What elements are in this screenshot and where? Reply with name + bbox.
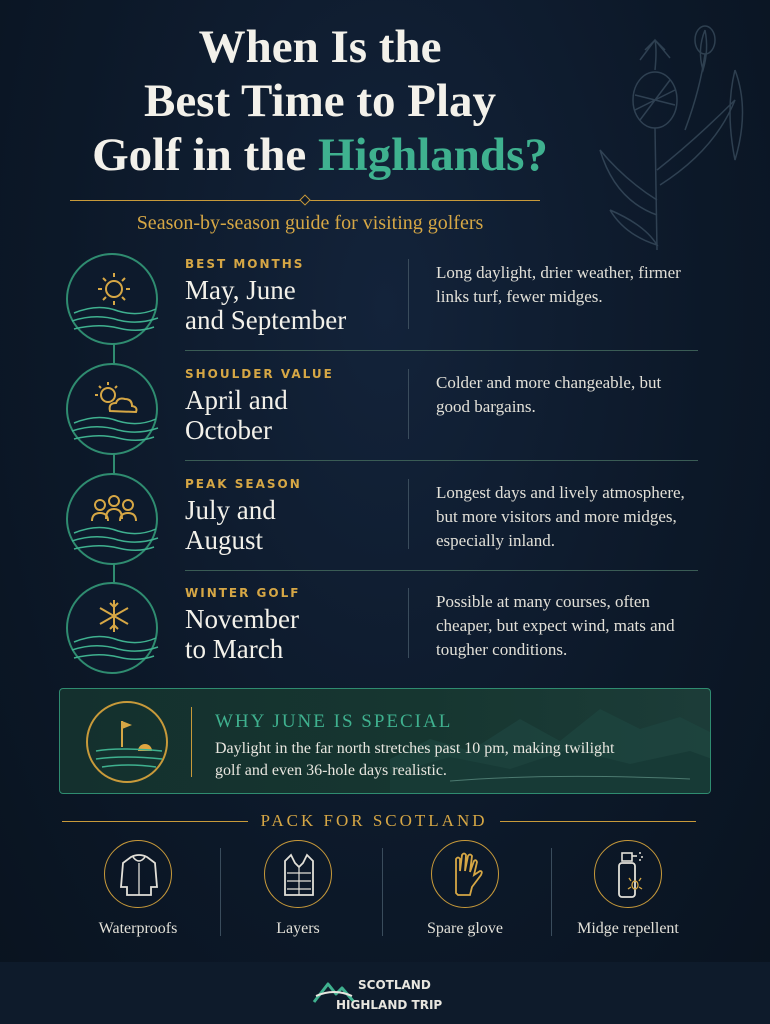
june-divider: [191, 707, 192, 777]
season-divider: [408, 479, 409, 549]
season-row-winter-golf: [66, 582, 698, 690]
title-accent-word: Highlands?: [317, 129, 548, 181]
season-months-line-1: April and: [185, 385, 288, 415]
pack-item-label: Spare glove: [427, 920, 503, 937]
spray-icon: [595, 841, 663, 909]
title-line-3-plain: Golf in the: [92, 129, 318, 181]
season-badge: [66, 582, 158, 674]
people-icon: [68, 475, 160, 567]
season-months-line-2: October: [185, 415, 272, 445]
season-months-line-2: August: [185, 525, 264, 555]
season-row-shoulder-value: [66, 363, 698, 471]
pack-item-spare-glove: [391, 840, 541, 945]
pack-item-circle: [104, 840, 172, 908]
season-description: Longest days and lively atmosphere, but more visitors and more midges, especially inland.: [436, 483, 685, 550]
sun-icon: [68, 255, 160, 347]
title-line-2: Best Time to Play: [143, 75, 497, 127]
jacket-icon: [105, 841, 173, 909]
june-description: Daylight in the far north stretches past 10 pm, making twilight golf and even 36-hole days realistic.: [215, 740, 615, 779]
pack-divider: [551, 848, 552, 936]
season-months: [185, 385, 405, 445]
page-subtitle: Season-by-season guide for visiting golfers: [136, 212, 484, 234]
pack-item-layers: [224, 840, 374, 945]
sun-cloud-icon: [68, 365, 160, 457]
season-divider: [408, 369, 409, 439]
season-row-peak-season: [66, 473, 698, 581]
season-separator: [185, 570, 698, 571]
brand-name-line-2: HIGHLAND TRIP: [336, 998, 443, 1012]
season-row-best-months: [66, 253, 698, 361]
pack-item-waterproofs: [64, 840, 214, 945]
season-label: SHOULDER VALUE: [185, 367, 334, 381]
season-months-line-1: May, June: [185, 275, 296, 305]
season-months-line-1: July and: [185, 495, 276, 525]
season-badge: [66, 473, 158, 565]
season-divider: [408, 259, 409, 329]
glove-icon: [432, 841, 500, 909]
pack-item-circle: [264, 840, 332, 908]
season-badge: [66, 253, 158, 345]
title-line-3: [0, 128, 640, 182]
pack-divider-right: [500, 821, 696, 822]
pack-item-label: Midge repellent: [577, 920, 679, 937]
pack-item-circle: [594, 840, 662, 908]
pack-item-circle: [431, 840, 499, 908]
season-description: Possible at many courses, often cheaper, but expect wind, mats and tougher conditions.: [436, 592, 675, 659]
page-title: [0, 20, 640, 182]
snowflake-icon: [68, 584, 160, 676]
season-separator: [185, 460, 698, 461]
season-separator: [185, 350, 698, 351]
june-title: WHY JUNE IS SPECIAL: [215, 711, 453, 732]
pack-item-label: Layers: [276, 920, 320, 937]
june-badge: [86, 701, 168, 783]
season-label: PEAK SEASON: [185, 477, 302, 491]
june-highlight-card: [59, 688, 711, 794]
season-label: BEST MONTHS: [185, 257, 305, 271]
season-badge: [66, 363, 158, 455]
pack-divider-left: [62, 821, 248, 822]
season-months-line-1: November: [185, 604, 299, 634]
pack-title: PACK FOR SCOTLAND: [260, 811, 488, 830]
season-months: [185, 604, 405, 664]
vest-icon: [265, 841, 333, 909]
pack-item-midge-repellent: [554, 840, 704, 945]
pack-divider: [220, 848, 221, 936]
season-months-line-2: to March: [185, 634, 284, 664]
season-months: [185, 495, 405, 555]
flag-sunset-icon: [88, 703, 170, 785]
pack-divider: [382, 848, 383, 936]
title-line-1: When Is the: [198, 21, 442, 73]
season-description: Long daylight, drier weather, firmer links turf, fewer midges.: [436, 263, 681, 306]
season-label: WINTER GOLF: [185, 586, 301, 600]
brand-name-line-1: SCOTLAND: [358, 978, 431, 992]
title-divider-diamond: [299, 194, 310, 205]
season-description: Colder and more changeable, but good bargains.: [436, 373, 662, 416]
season-months-line-2: and September: [185, 305, 347, 335]
pack-item-label: Waterproofs: [98, 920, 178, 937]
season-divider: [408, 588, 409, 658]
footer: [0, 962, 770, 1024]
season-months: [185, 275, 405, 335]
